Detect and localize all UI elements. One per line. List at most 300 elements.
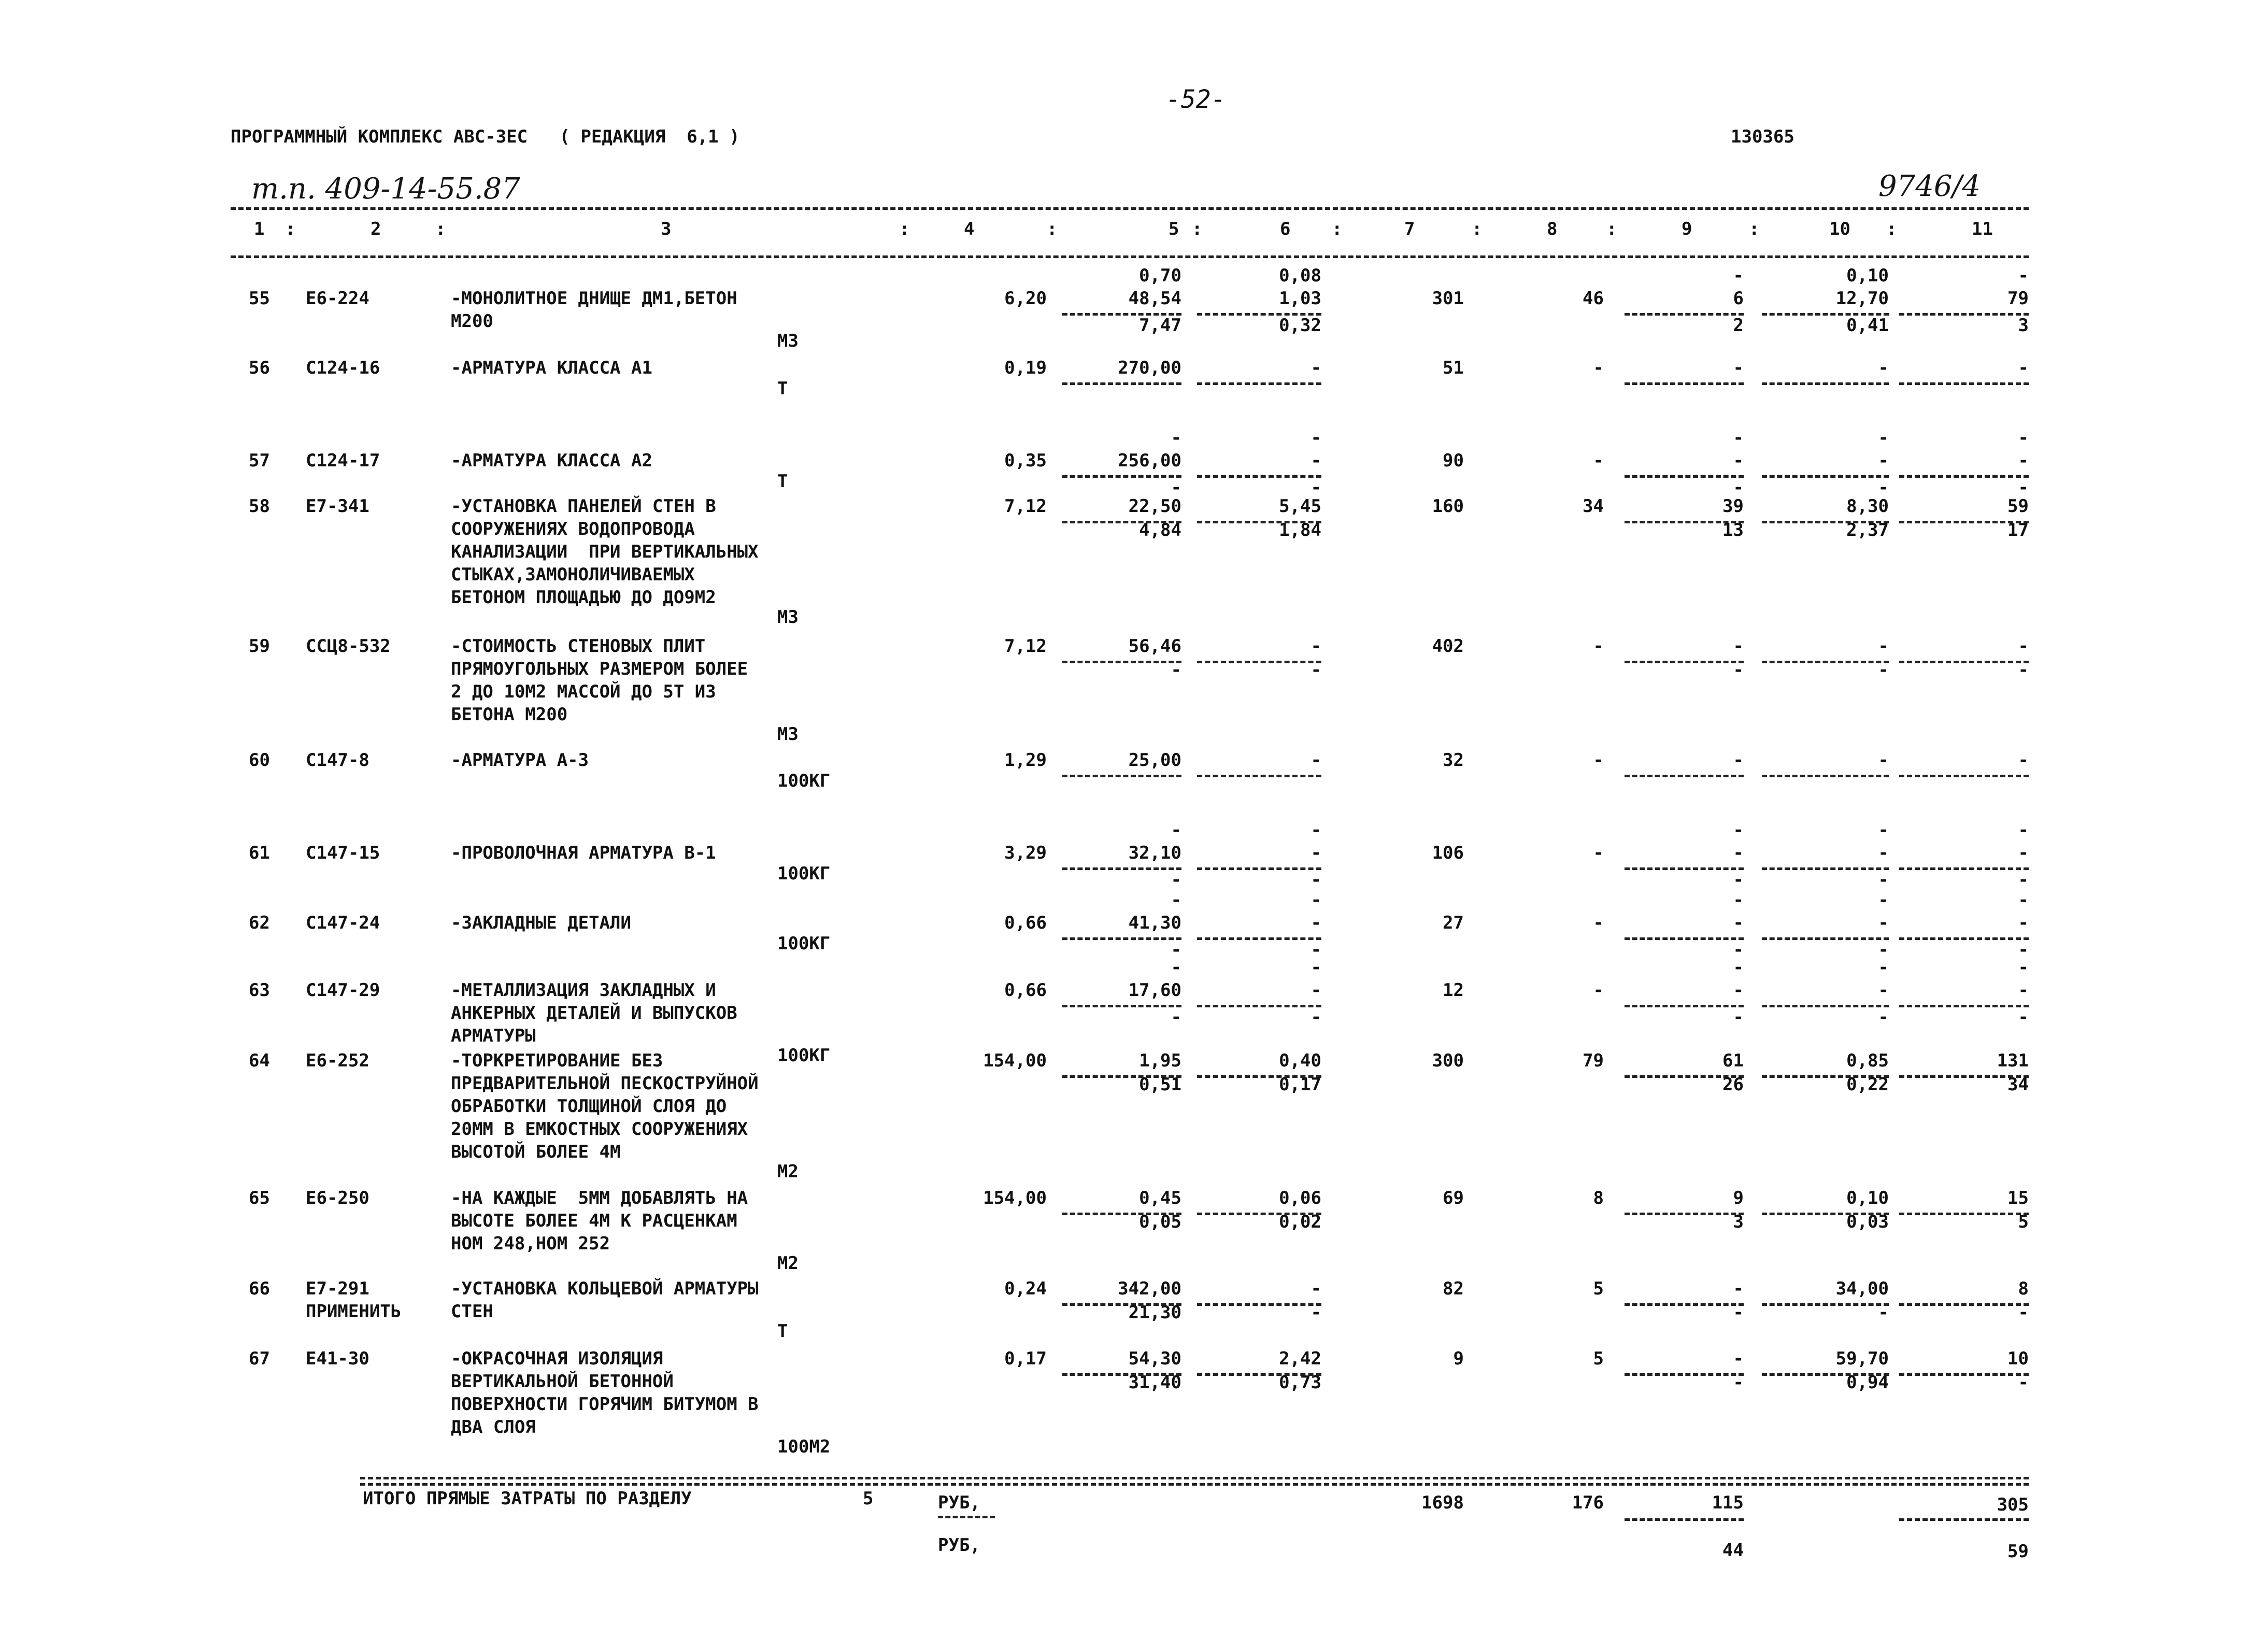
description-line: АНКЕРНЫХ ДЕТАЛЕЙ И ВЫПУСКОВ (451, 1003, 737, 1023)
c9-value: 39 (1722, 496, 1744, 517)
description-line: ВЕРТИКАЛЬНОЙ БЕТОННОЙ (451, 1371, 674, 1392)
total-col9-b: 44 (1722, 1540, 1744, 1561)
c5-value-bottom: 4,84 (1139, 520, 1181, 540)
description-line: 2 ДО 10М2 МАССОЙ ДО 5Т ИЗ (451, 681, 716, 702)
c5-value-bottom: - (1171, 477, 1181, 498)
quantity: 7,12 (1004, 496, 1047, 517)
description-line: ПРЕДВАРИТЕЛЬНОЙ ПЕСКОСТРУЙНОЙ (451, 1073, 759, 1094)
c11-value: 8 (2018, 1278, 2029, 1299)
description-line: -АРМАТУРА КЛАССА А2 (451, 450, 652, 471)
row-number: 65 (249, 1188, 270, 1208)
c11-value-bottom: 17 (2007, 520, 2029, 540)
row-number: 67 (249, 1348, 270, 1369)
c9-value-bottom: - (1733, 1007, 1744, 1028)
c5-value: 342,00 (1118, 1278, 1181, 1299)
cell-divider-rule (1899, 382, 2029, 385)
c9-value: 6 (1733, 288, 1744, 309)
c9-value: - (1733, 1278, 1744, 1299)
cell-divider-rule (1625, 775, 1744, 777)
c6-value-bottom: - (1310, 660, 1321, 680)
description-line: -ПРОВОЛОЧНАЯ АРМАТУРА В-1 (451, 843, 716, 863)
total-top-rule (360, 1477, 2029, 1479)
total-label: ИТОГО ПРЯМЫЕ ЗАТРАТЫ ПО РАЗДЕЛУ (363, 1488, 692, 1509)
total-col9-rule (1625, 1518, 1744, 1521)
column-header: 5 (1169, 219, 1179, 239)
col7-value: 160 (1432, 496, 1464, 517)
cell-divider-rule (1062, 382, 1181, 385)
rate-code: Е6-252 (306, 1050, 369, 1071)
description-line: -АРМАТУРА КЛАССА А1 (451, 358, 652, 378)
col7-value: 301 (1432, 288, 1464, 309)
c10-value-top: - (1878, 820, 1889, 841)
header-top-rule (231, 207, 2029, 210)
c11-value-top: - (2018, 890, 2029, 910)
c11-value-top: - (2018, 428, 2029, 448)
c5-value: 17,60 (1128, 980, 1181, 1001)
column-header: 8 (1547, 219, 1558, 239)
c6-value: 1,03 (1279, 288, 1321, 309)
row-number: 64 (249, 1050, 270, 1071)
c6-value-bottom: 0,32 (1279, 315, 1321, 336)
c5-value: 1,95 (1139, 1050, 1181, 1071)
col8-value: - (1593, 450, 1604, 471)
c11-value: - (2018, 750, 2029, 771)
column-separator: : (1192, 219, 1203, 239)
description-line: КАНАЛИЗАЦИИ ПРИ ВЕРТИКАЛЬНЫХ (451, 542, 759, 562)
col7-value: 27 (1443, 913, 1464, 933)
description-line: АРМАТУРЫ (451, 1026, 536, 1046)
c5-value: 41,30 (1128, 913, 1181, 933)
c6-value-top: - (1310, 957, 1321, 978)
c10-value-top: - (1878, 957, 1889, 978)
c11-value-bottom: - (2018, 477, 2029, 498)
c11-value: - (2018, 913, 2029, 933)
total-currency-1: РУБ, (938, 1492, 980, 1513)
c5-value-bottom: - (1171, 870, 1181, 890)
unit-of-measure: Т (777, 471, 788, 492)
quantity: 154,00 (983, 1188, 1047, 1208)
c5-value-top: - (1171, 957, 1181, 978)
description-line: СТЕН (451, 1301, 493, 1322)
unit-of-measure: М3 (777, 607, 799, 628)
description-line: ПРЯМОУГОЛЬНЫХ РАЗМЕРОМ БОЛЕЕ (451, 659, 748, 679)
total-col11-b: 59 (2007, 1541, 2029, 1562)
total-currency-2: РУБ, (938, 1535, 980, 1556)
col7-value: 32 (1443, 750, 1464, 771)
c6-value: - (1310, 450, 1321, 471)
c10-value: - (1878, 358, 1889, 378)
column-separator: : (285, 219, 296, 239)
col7-value: 90 (1443, 450, 1464, 471)
unit-of-measure: Т (777, 378, 788, 399)
rate-code: Е6-250 (306, 1188, 369, 1208)
c10-value: - (1878, 450, 1889, 471)
c11-value: - (2018, 636, 2029, 657)
row-number: 63 (249, 980, 270, 1001)
c10-value-bottom: 0,41 (1846, 315, 1889, 336)
c6-value: - (1310, 843, 1321, 863)
c10-value: 12,70 (1835, 288, 1889, 309)
c10-value-top: - (1878, 428, 1889, 448)
c6-value-bottom: - (1310, 477, 1321, 498)
quantity: 6,20 (1004, 288, 1047, 309)
row-number: 56 (249, 358, 270, 378)
rate-code-note: ПРИМЕНИТЬ (306, 1301, 402, 1322)
c5-value: 25,00 (1128, 750, 1181, 771)
col7-value: 106 (1432, 843, 1464, 863)
c9-value-top: - (1733, 265, 1744, 286)
col8-value: 5 (1593, 1348, 1604, 1369)
c5-value: 270,00 (1118, 358, 1181, 378)
cell-divider-rule (1762, 775, 1889, 777)
col7-value: 9 (1453, 1348, 1464, 1369)
c11-value: 59 (2007, 496, 2029, 517)
quantity: 0,66 (1004, 913, 1047, 933)
quantity: 0,66 (1004, 980, 1047, 1001)
c11-value: 79 (2007, 288, 2029, 309)
c9-value: - (1733, 913, 1744, 933)
column-separator: : (1749, 219, 1760, 239)
c10-value-bottom: 0,22 (1846, 1074, 1889, 1095)
description-line: -МОНОЛИТНОЕ ДНИЩЕ ДМ1,БЕТОН (451, 288, 737, 309)
unit-of-measure: 100КГ (777, 863, 831, 884)
c10-value: - (1878, 843, 1889, 863)
c5-value-bottom: - (1171, 939, 1181, 960)
c10-value-bottom: - (1878, 870, 1889, 890)
quantity: 0,35 (1004, 450, 1047, 471)
description-line: ВЫСОТОЙ БОЛЕЕ 4М (451, 1142, 621, 1162)
column-header: 11 (1972, 219, 1993, 239)
c10-value-bottom: - (1878, 939, 1889, 960)
c10-value-bottom: 0,94 (1846, 1372, 1889, 1393)
c11-value: - (2018, 980, 2029, 1001)
description-line: 20ММ В ЕМКОСТНЫХ СООРУЖЕНИЯХ (451, 1119, 748, 1140)
c5-value-bottom: 0,05 (1139, 1212, 1181, 1232)
c5-value: 54,30 (1128, 1348, 1181, 1369)
c6-value-bottom: - (1310, 939, 1321, 960)
description-line: -АРМАТУРА А-3 (451, 750, 589, 771)
col8-value: - (1593, 750, 1604, 771)
c6-value: - (1310, 358, 1321, 378)
column-header: 3 (661, 219, 672, 239)
column-header: 2 (371, 219, 381, 239)
c11-value-bottom: - (2018, 1372, 2029, 1393)
c6-value: 0,40 (1279, 1050, 1321, 1071)
column-separator: : (435, 219, 446, 239)
description-line: -ЗАКЛАДНЫЕ ДЕТАЛИ (451, 913, 631, 933)
total-col8: 176 (1572, 1492, 1604, 1513)
c9-value-bottom: - (1733, 939, 1744, 960)
c9-value-bottom: - (1733, 1372, 1744, 1393)
col8-value: 8 (1593, 1188, 1604, 1208)
document-code: 130365 (1731, 126, 1794, 147)
c6-value-top: - (1310, 820, 1321, 841)
c9-value-top: - (1733, 820, 1744, 841)
c9-value-bottom: 2 (1733, 315, 1744, 336)
description-line: -МЕТАЛЛИЗАЦИЯ ЗАКЛАДНЫХ И (451, 980, 716, 1001)
c11-value-bottom: - (2018, 1007, 2029, 1028)
quantity: 1,29 (1004, 750, 1047, 771)
row-number: 55 (249, 288, 270, 309)
c11-value-bottom: - (2018, 1302, 2029, 1323)
c10-value-top: 0,10 (1846, 265, 1889, 286)
column-separator: : (1472, 219, 1483, 239)
col8-value: 34 (1583, 496, 1604, 517)
c10-value-bottom: - (1878, 1007, 1889, 1028)
c5-value: 48,54 (1128, 288, 1181, 309)
c9-value: 9 (1733, 1188, 1744, 1208)
c11-value: - (2018, 843, 2029, 863)
c10-value: - (1878, 913, 1889, 933)
column-header: 1 (254, 219, 265, 239)
c10-value-bottom: - (1878, 477, 1889, 498)
c5-value-bottom: - (1171, 660, 1181, 680)
c5-value-bottom: 31,40 (1128, 1372, 1181, 1393)
rate-code: С124-17 (306, 450, 380, 471)
c9-value-bottom: 13 (1722, 520, 1744, 540)
c10-value-bottom: 0,03 (1846, 1212, 1889, 1232)
c11-value-top: - (2018, 265, 2029, 286)
rate-code: С147-29 (306, 980, 380, 1001)
c11-value-bottom: 34 (2007, 1074, 2029, 1095)
c6-value: - (1310, 980, 1321, 1001)
row-number: 61 (249, 843, 270, 863)
c5-value: 256,00 (1118, 450, 1181, 471)
c10-value: - (1878, 980, 1889, 1001)
quantity: 0,24 (1004, 1278, 1047, 1299)
c9-value: - (1733, 843, 1744, 863)
c5-value-bottom: 0,51 (1139, 1074, 1181, 1095)
c5-value-top: - (1171, 428, 1181, 448)
c11-value-bottom: - (2018, 939, 2029, 960)
c6-value-bottom: - (1310, 1007, 1321, 1028)
c5-value-top: - (1171, 820, 1181, 841)
c9-value-bottom: - (1733, 1302, 1744, 1323)
col7-value: 51 (1443, 358, 1464, 378)
column-separator: : (1332, 219, 1343, 239)
description-line: -ОКРАСОЧНАЯ ИЗОЛЯЦИЯ (451, 1348, 663, 1369)
rate-code: Е6-224 (306, 288, 369, 309)
col8-value: - (1593, 843, 1604, 863)
c6-value: 0,06 (1279, 1188, 1321, 1208)
col8-value: - (1593, 358, 1604, 378)
col7-value: 300 (1432, 1050, 1464, 1071)
row-number: 62 (249, 913, 270, 933)
total-col11: 305 (1997, 1494, 2029, 1515)
cell-divider-rule (1197, 775, 1321, 777)
c5-value-top: - (1171, 890, 1181, 910)
quantity: 0,19 (1004, 358, 1047, 378)
description-line: ОБРАБОТКИ ТОЛЩИНОЙ СЛОЯ ДО (451, 1096, 727, 1117)
c5-value-bottom: 21,30 (1128, 1302, 1181, 1323)
unit-of-measure: 100КГ (777, 933, 831, 954)
column-separator: : (1886, 219, 1897, 239)
c6-value: 5,45 (1279, 496, 1321, 517)
total-section: 5 (863, 1488, 874, 1509)
description-line: -УСТАНОВКА ПАНЕЛЕЙ СТЕН В (451, 496, 716, 517)
c6-value-top: - (1310, 428, 1321, 448)
c10-value: 8,30 (1846, 496, 1889, 517)
column-separator: : (1606, 219, 1617, 239)
c6-value-bottom: - (1310, 1302, 1321, 1323)
c9-value: - (1733, 358, 1744, 378)
c11-value-bottom: 5 (2018, 1212, 2029, 1232)
c10-value: - (1878, 636, 1889, 657)
unit-of-measure: М2 (777, 1253, 799, 1274)
c5-value-bottom: 7,47 (1139, 315, 1181, 336)
c10-value-top: - (1878, 890, 1889, 910)
c11-value: - (2018, 358, 2029, 378)
c11-value-bottom: 3 (2018, 315, 2029, 336)
c10-value-bottom: - (1878, 1302, 1889, 1323)
c11-value: 10 (2007, 1348, 2029, 1369)
c10-value: 34,00 (1835, 1278, 1889, 1299)
description-line: БЕТОНА М200 (451, 704, 568, 725)
total-col7: 1698 (1421, 1492, 1464, 1513)
project-handwritten: т.п. 409-14-55.87 (251, 172, 520, 206)
c5-value-bottom: - (1171, 1007, 1181, 1028)
c11-value-top: - (2018, 820, 2029, 841)
c5-value: 56,46 (1128, 636, 1181, 657)
c11-value-top: - (2018, 957, 2029, 978)
c6-value-top: 0,08 (1279, 265, 1321, 286)
quantity: 3,29 (1004, 843, 1047, 863)
c6-value-bottom: 0,17 (1279, 1074, 1321, 1095)
col8-value: 79 (1583, 1050, 1604, 1071)
c5-value: 22,50 (1128, 496, 1181, 517)
quantity: 154,00 (983, 1050, 1047, 1071)
col8-value: - (1593, 636, 1604, 657)
cell-divider-rule (1625, 382, 1744, 385)
c6-value: - (1310, 913, 1321, 933)
c9-value-top: - (1733, 428, 1744, 448)
description-line: -НА КАЖДЫЕ 5ММ ДОБАВЛЯТЬ НА (451, 1188, 748, 1208)
c9-value: 61 (1722, 1050, 1744, 1071)
quantity: 7,12 (1004, 636, 1047, 657)
row-number: 57 (249, 450, 270, 471)
unit-of-measure: 100М2 (777, 1436, 831, 1457)
rate-code: С124-16 (306, 358, 380, 378)
description-line: -ТОРКРЕТИРОВАНИЕ БЕЗ (451, 1050, 663, 1071)
description-line: СООРУЖЕНИЯХ ВОДОПРОВОДА (451, 519, 695, 539)
total-col11-rule (1899, 1518, 2029, 1521)
c10-value: 59,70 (1835, 1348, 1889, 1369)
description-line: М200 (451, 311, 493, 332)
c9-value-top: - (1733, 890, 1744, 910)
description-line: ПОВЕРХНОСТИ ГОРЯЧИМ БИТУМОМ В (451, 1394, 759, 1415)
description-line: БЕТОНОМ ПЛОЩАДЬЮ ДО ДО9М2 (451, 587, 716, 608)
cell-divider-rule (1062, 775, 1181, 777)
col8-value: - (1593, 913, 1604, 933)
c10-value: 0,85 (1846, 1050, 1889, 1071)
c5-value: 0,45 (1139, 1188, 1181, 1208)
c6-value-bottom: 0,73 (1279, 1372, 1321, 1393)
c11-value: 131 (1997, 1050, 2029, 1071)
c11-value: 15 (2007, 1188, 2029, 1208)
c11-value: - (2018, 450, 2029, 471)
program-title: ПРОГРАММНЫЙ КОМПЛЕКС АВС-3ЕС ( РЕДАКЦИЯ 6,1 ) (231, 126, 740, 147)
c9-value: - (1733, 636, 1744, 657)
description-line: НОМ 248,НОМ 252 (451, 1233, 610, 1254)
c9-value-bottom: 3 (1733, 1212, 1744, 1232)
unit-of-measure: Т (777, 1321, 788, 1342)
c9-value-bottom: - (1733, 660, 1744, 680)
c9-value: - (1733, 450, 1744, 471)
c11-value-bottom: - (2018, 660, 2029, 680)
c9-value: - (1733, 750, 1744, 771)
c11-value-bottom: - (2018, 870, 2029, 890)
column-separator: : (1047, 219, 1058, 239)
col7-value: 402 (1432, 636, 1464, 657)
cell-divider-rule (1197, 382, 1321, 385)
unit-of-measure: М3 (777, 724, 799, 745)
col8-value: - (1593, 980, 1604, 1001)
c9-value-bottom: - (1733, 870, 1744, 890)
column-header: 4 (964, 219, 975, 239)
description-line: -СТОИМОСТЬ СТЕНОВЫХ ПЛИТ (451, 636, 706, 657)
rate-code: С147-8 (306, 750, 369, 771)
row-number: 58 (249, 496, 270, 517)
total-top-rule-2 (360, 1483, 2029, 1486)
unit-of-measure: 100КГ (777, 771, 831, 791)
col8-value: 5 (1593, 1278, 1604, 1299)
description-line: СТЫКАХ,ЗАМОНОЛИЧИВАЕМЫХ (451, 564, 695, 585)
cell-divider-rule (1762, 382, 1889, 385)
c10-value: - (1878, 750, 1889, 771)
c9-value: - (1733, 1348, 1744, 1369)
column-header: 7 (1404, 219, 1415, 239)
c5-value-top: 0,70 (1139, 265, 1181, 286)
c6-value: 2,42 (1279, 1348, 1321, 1369)
c10-value-bottom: - (1878, 660, 1889, 680)
row-number: 60 (249, 750, 270, 771)
c5-value: 32,10 (1128, 843, 1181, 863)
cell-divider-rule (1899, 775, 2029, 777)
column-header: 9 (1682, 219, 1692, 239)
rate-code: Е41-30 (306, 1348, 369, 1369)
c6-value-bottom: 1,84 (1279, 520, 1321, 540)
c10-value-bottom: 2,37 (1846, 520, 1889, 540)
c10-value: 0,10 (1846, 1188, 1889, 1208)
header-bottom-rule (231, 255, 2029, 258)
column-separator: : (899, 219, 910, 239)
sheet-handwritten: 9746/4 (1878, 169, 1981, 203)
rate-code: Е7-341 (306, 496, 369, 517)
col7-value: 69 (1443, 1188, 1464, 1208)
column-header: 6 (1280, 219, 1291, 239)
rate-code: Е7-291 (306, 1278, 369, 1299)
c9-value-bottom: 26 (1722, 1074, 1744, 1095)
unit-of-measure: М2 (777, 1161, 799, 1182)
description-line: ДВА СЛОЯ (451, 1417, 536, 1437)
unit-of-measure: М3 (777, 331, 799, 351)
unit-of-measure: 100КГ (777, 1045, 831, 1066)
c9-value: - (1733, 980, 1744, 1001)
quantity: 0,17 (1004, 1348, 1047, 1369)
description-line: -УСТАНОВКА КОЛЬЦЕВОЙ АРМАТУРЫ (451, 1278, 759, 1299)
column-header: 10 (1829, 219, 1850, 239)
col7-value: 12 (1443, 980, 1464, 1001)
row-number: 59 (249, 636, 270, 657)
c6-value: - (1310, 636, 1321, 657)
currency-rule (938, 1516, 995, 1518)
col8-value: 46 (1583, 288, 1604, 309)
c6-value-bottom: 0,02 (1279, 1212, 1321, 1232)
c6-value-top: - (1310, 890, 1321, 910)
rate-code: С147-15 (306, 843, 380, 863)
c9-value-top: - (1733, 957, 1744, 978)
description-line: ВЫСОТЕ БОЛЕЕ 4М К РАСЦЕНКАМ (451, 1210, 737, 1231)
